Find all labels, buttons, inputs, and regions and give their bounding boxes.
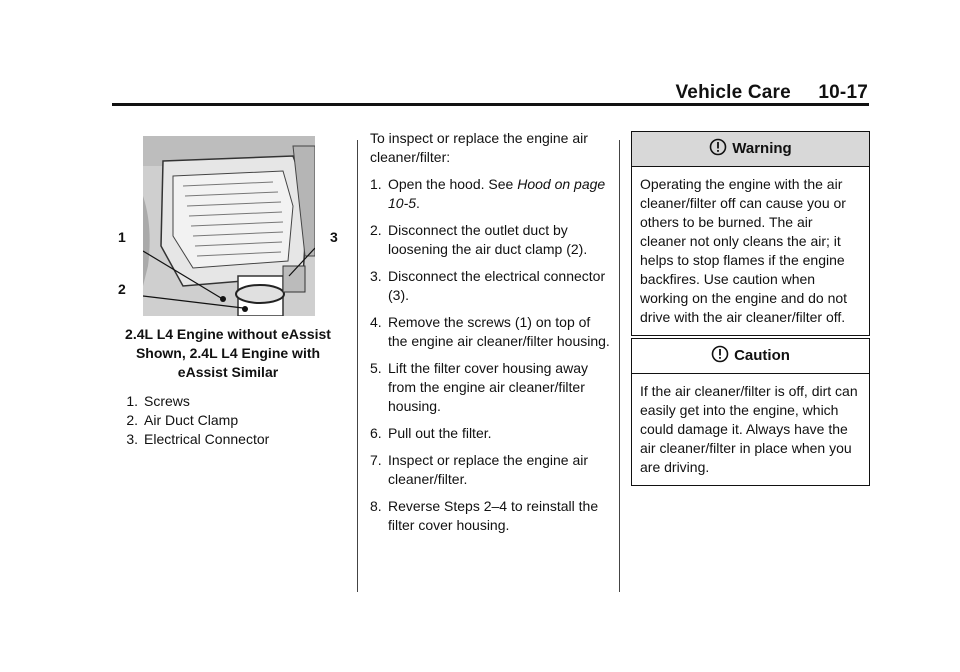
procedure-column xyxy=(370,129,610,543)
warning-box xyxy=(631,131,870,336)
legend-item: 1. Screws xyxy=(126,393,190,409)
section-title: Vehicle Care xyxy=(675,82,791,103)
step-item: 7. Inspect or replace the engine air cleaner/filter. xyxy=(370,452,589,487)
callout-2: 2 xyxy=(118,281,126,297)
step-item: 1. Open the hood. See Hood on page 10-5. xyxy=(370,176,606,211)
procedure-steps xyxy=(370,175,610,535)
step-item: 5. Lift the filter cover housing away from the engine air cleaner/filter housing. xyxy=(370,360,588,414)
running-header xyxy=(675,82,868,104)
header-rule xyxy=(112,103,869,106)
figure-legend xyxy=(118,392,348,449)
callout-3: 3 xyxy=(330,229,338,245)
step-item: 8. Reverse Steps 2–4 to reinstall the filter cover housing. xyxy=(370,498,599,533)
column-divider-left xyxy=(357,140,358,592)
step-item: 6. Pull out the filter. xyxy=(370,425,492,441)
warning-text: Operating the engine with the air cleaner/filter off can cause you or others to be burned. The air cleaner not only cleans the air; it helps to stop flames if the engine backfires. Use caution when working on the engine and do not drive with the air cleaner/filter off. xyxy=(640,176,848,325)
warning-header xyxy=(632,132,869,167)
caution-box xyxy=(631,338,870,486)
engine-illustration xyxy=(143,136,315,316)
caution-header xyxy=(632,339,869,374)
legend-item: 3. Electrical Connector xyxy=(126,431,270,447)
figure-caption: 2.4L L4 Engine without eAssist Shown, 2.4L L4 Engine with eAssist Similar xyxy=(125,326,331,380)
callout-1: 1 xyxy=(118,229,126,245)
page-number: 10-17 xyxy=(818,82,868,103)
procedure-intro: To inspect or replace the engine air cleaner/filter: xyxy=(370,130,588,165)
cross-reference-link[interactable]: Hood on page 10-5 xyxy=(388,176,606,211)
caution-text: If the air cleaner/filter is off, dirt can easily get into the engine, which could damage it. Always have the air cleaner/filter in place when you are driving. xyxy=(640,383,858,475)
step-item: 4. Remove the screws (1) on top of the engine air cleaner/filter housing. xyxy=(370,314,610,349)
caution-icon xyxy=(711,345,729,363)
warning-icon xyxy=(709,138,727,156)
engine-air-cleaner-drawing xyxy=(143,136,315,316)
column-divider-right xyxy=(619,140,620,592)
caution-title: Caution xyxy=(734,347,790,364)
step-item: 2. Disconnect the outlet duct by loosening the air duct clamp (2). xyxy=(370,222,588,257)
legend-item: 2. Air Duct Clamp xyxy=(126,412,239,428)
step-item: 3. Disconnect the electrical connector (3). xyxy=(370,268,606,303)
warning-title: Warning xyxy=(732,140,792,157)
